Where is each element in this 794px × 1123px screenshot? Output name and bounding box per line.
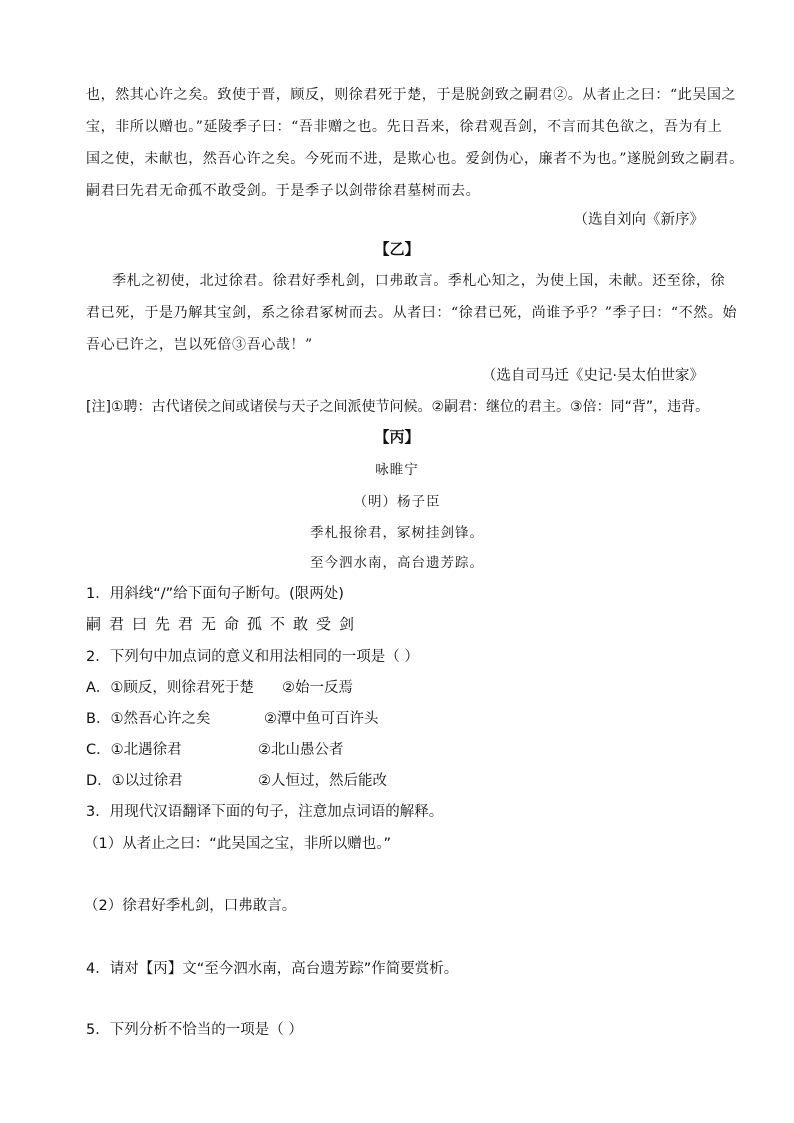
question-3: 3．用现代汉语翻译下面的句子，注意加点词语的解释。: [86, 804, 444, 820]
option-part-1: D．①以过徐君: [86, 773, 183, 789]
question-2-option[interactable]: [86, 707, 704, 728]
passage-jia-line-3: 国之使，未献也，然吾心许之矣。今死而不进，是欺心也。爱剑伪心，廉者不为也。”遂脱剑致之嗣君。: [86, 151, 744, 167]
question-3-part-1: （1）从者止之曰：“此吴国之宝，非所以赠也。”: [84, 836, 391, 852]
question-2-option[interactable]: [86, 769, 704, 790]
poem-title: 咏睢宁: [375, 462, 419, 478]
passage-jia-line-4: 嗣君曰先君无命孤不敢受剑。于是季子以剑带徐君墓树而去。: [86, 183, 481, 199]
passage-yi-line-1: 季札之初使，北过徐君。徐君好季札剑，口弗敢言。季札心知之，为使上国，未献。还至徐，徐: [112, 273, 726, 289]
question-2-option[interactable]: [86, 676, 704, 697]
option-part-1: C．①北遇徐君: [86, 742, 182, 758]
passage-yi-title: 【乙】: [374, 240, 420, 258]
passage-yi-source: （选自司马迁《史记·吴太伯世家》: [481, 368, 704, 384]
option-part-2: ②潭中鱼可百许头: [264, 711, 379, 727]
question-3-part-2: （2）徐君好季札剑，口弗敢言。: [84, 898, 297, 914]
passage-jia-line-2: 宝，非所以赠也。”延陵季子曰：“吾非赠之也。先日吾来，徐君观吾剑，不言而其色欲之，吾为有上: [86, 119, 723, 135]
passage-yi-line-3: 吾心已许之，岂以死倍③吾心哉！”: [86, 337, 313, 353]
passage-bing-title: 【丙】: [374, 428, 420, 446]
passage-jia-source: （选自刘向《新序》: [573, 212, 704, 228]
option-part-2: ②北山愚公者: [258, 742, 344, 758]
passage-yi-line-2: 君已死，于是乃解其宝剑，系之徐君冢树而去。从者曰：“徐君已死，尚谁予乎？”季子曰：“不然。始: [86, 305, 738, 321]
option-part-2: ②始一反焉: [282, 680, 353, 696]
poem-author: （明）杨子臣: [353, 494, 441, 510]
option-part-1: B．①然吾心许之矣: [86, 711, 211, 727]
question-1: 1．用斜线“/”给下面句子断句。(限两处): [86, 586, 344, 602]
annotation-note: [注]①聘：古代诸侯之间或诸侯与天子之间派使节问候。②嗣君：继位的君主。③倍：同“背”，违背。: [86, 399, 710, 415]
question-2: 2．下列句中加点词的意义和用法相同的一项是（ ）: [86, 649, 419, 665]
passage-jia-line-1: 也，然其心许之矣。致使于晋，顾反，则徐君死于楚，于是脱剑致之嗣君②。从者止之曰：“此吴国之: [86, 87, 737, 103]
question-1-sentence: 嗣君曰先君无命孤不敢受剑: [86, 615, 363, 633]
poem-line-2: 至今泗水南，高台遗芳踪。: [310, 555, 484, 571]
option-part-1: A．①顾反，则徐君死于楚: [86, 680, 254, 696]
question-5: 5．下列分析不恰当的一项是（ ）: [86, 1022, 303, 1038]
poem-line-1: 季札报徐君，冢树挂剑锋。: [310, 525, 484, 541]
option-part-2: ②人恒过，然后能改: [258, 773, 387, 789]
question-2-option[interactable]: [86, 738, 704, 759]
question-4: 4．请对【丙】文“至今泗水南，高台遗芳踪”作简要赏析。: [86, 961, 459, 977]
